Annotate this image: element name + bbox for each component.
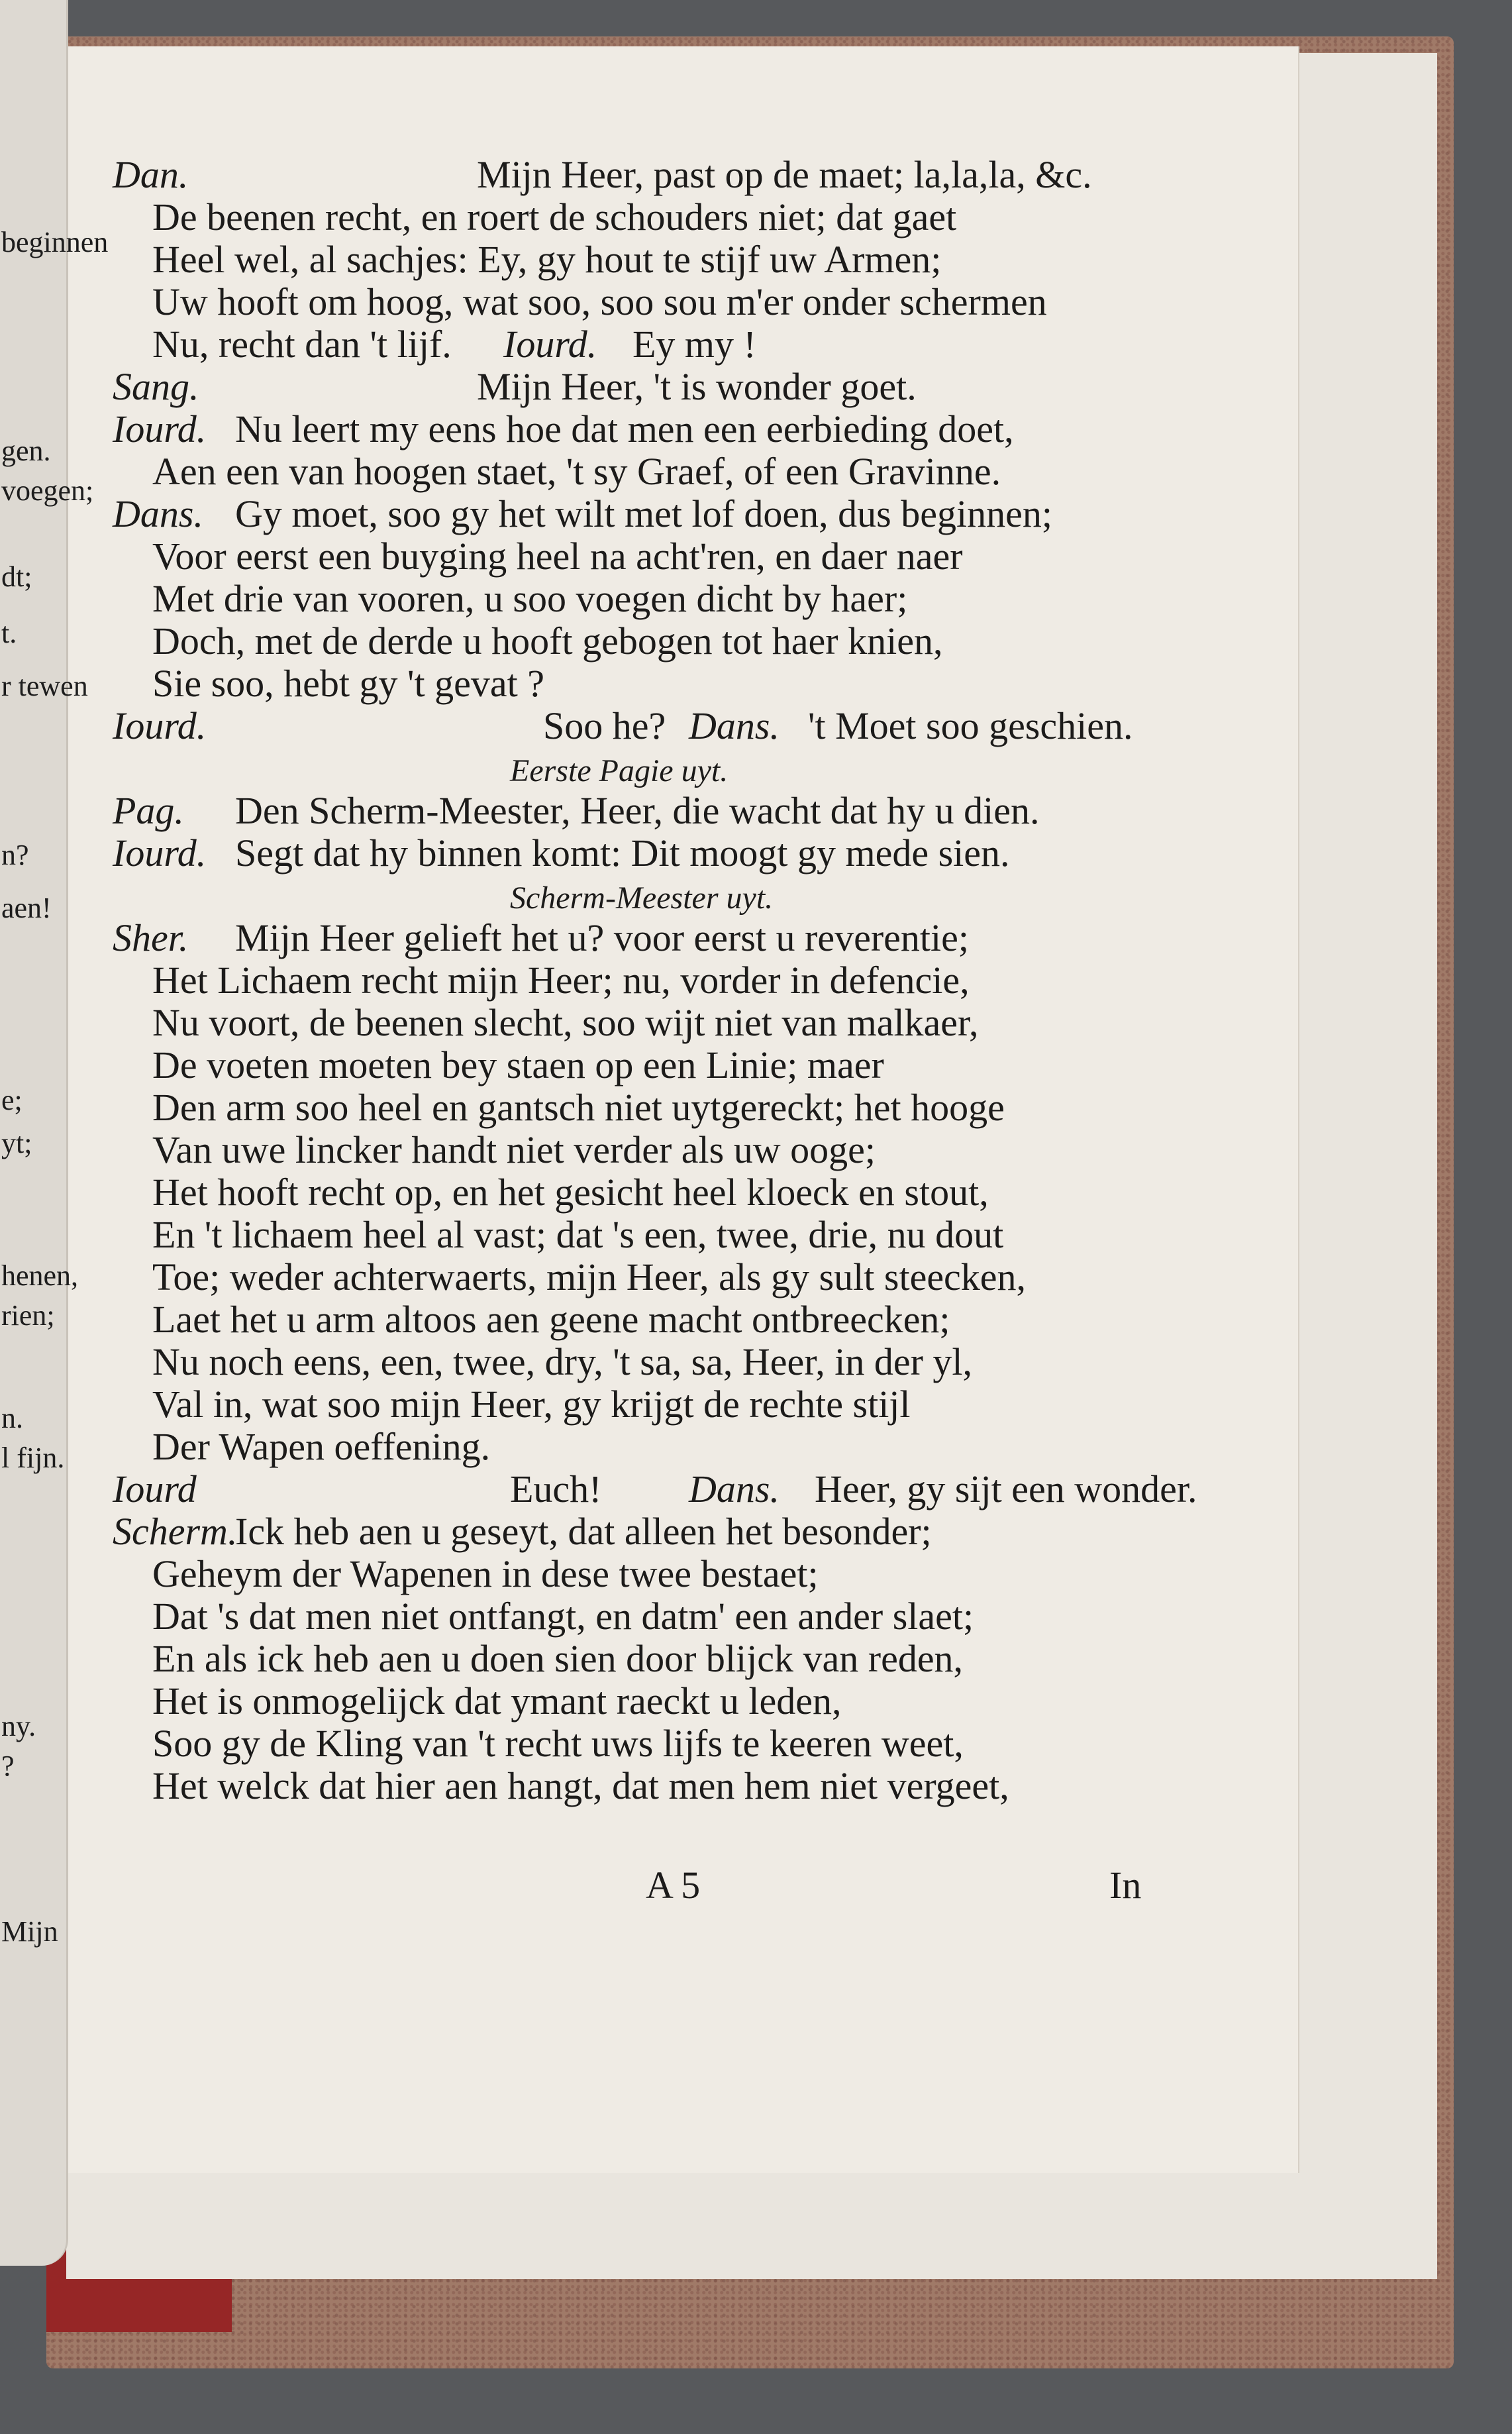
left-page-fragment: ?	[1, 1750, 15, 1782]
left-page-fragment: n?	[1, 839, 29, 871]
verse-text: Val in, wat soo mijn Heer, gy krijgt de rechte stijl	[152, 1383, 911, 1426]
speaker-label: Scherm.	[113, 1510, 238, 1553]
left-page-fragment: gen.	[1, 435, 51, 467]
verse-text: Dat 's dat men niet ontfangt, en datm' een ander slaet;	[152, 1595, 974, 1638]
left-page-fragment: dt;	[1, 560, 32, 593]
verse-text: Den Scherm-Meester, Heer, die wacht dat hy u dien.	[235, 789, 1040, 832]
verse-text: En als ick heb aen u doen sien door blijck van reden,	[152, 1637, 964, 1680]
verse-text: Mijn Heer gelieft het u? voor eerst u reverentie;	[235, 916, 969, 959]
left-page-fragment: henen,	[1, 1259, 79, 1292]
left-page-fragment: beginnen	[1, 226, 109, 258]
stage-direction-text: Eerste Pagie uyt.	[510, 753, 729, 788]
verse-text: Nu noch eens, een, twee, dry, 't sa, sa, Heer, in der yl,	[152, 1340, 973, 1383]
verse-text: Soo he?	[543, 704, 666, 747]
left-page-fragment: r tewen	[1, 670, 88, 702]
verse-text: Met drie van vooren, u soo voegen dicht by haer;	[152, 577, 908, 620]
verse-text: En 't lichaem heel al vast; dat 's een, twee, drie, nu dout	[152, 1213, 1004, 1256]
speaker-label: Pag.	[113, 789, 184, 832]
speaker-label: Iourd.	[503, 323, 597, 366]
verse-text: Van uwe lincker handt niet verder als uw ooge;	[152, 1128, 876, 1171]
catchword: In	[1109, 1864, 1142, 1907]
left-page-fragment: voegen;	[1, 474, 94, 507]
verse-text: Ey my !	[632, 323, 756, 366]
verse-text: Nu voort, de beenen slecht, soo wijt niet van malkaer,	[152, 1001, 979, 1044]
left-page-fragment: t.	[1, 617, 17, 649]
stage-direction-text: Scherm-Meester uyt.	[510, 880, 774, 916]
speaker-label: Dans.	[689, 1467, 780, 1510]
left-page	[0, 0, 109, 2266]
verse-text: Nu leert my eens hoe dat men een eerbieding doet,	[235, 407, 1014, 450]
verse-text: Het welck dat hier aen hangt, dat men hem niet vergeet,	[152, 1764, 1009, 1807]
left-page-fragment: Mijn	[1, 1915, 58, 1948]
speaker-label: Dans.	[689, 704, 780, 747]
verse-text: Het is onmogelijck dat ymant raeckt u leden,	[152, 1679, 842, 1722]
verse-text: Segt dat hy binnen komt: Dit moogt gy mede sien.	[235, 831, 1010, 874]
verse-text: Mijn Heer, 't is wonder goet.	[477, 365, 917, 408]
verse-text: Mijn Heer, past op de maet; la,la,la, &c.	[477, 153, 1092, 196]
signature-mark: A 5	[646, 1864, 701, 1907]
verse-text: Laet het u arm altoos aen geene macht ontbreecken;	[152, 1298, 950, 1341]
left-page-fragment: rien;	[1, 1299, 55, 1332]
stage-direction	[510, 873, 773, 918]
verse-text: Geheym der Wapenen in dese twee bestaet;	[152, 1552, 819, 1595]
verse-text: Der Wapen oeffening.	[152, 1425, 491, 1468]
verse-text: Heer, gy sijt een wonder.	[815, 1467, 1197, 1510]
verse-text: De voeten moeten bey staen op een Linie; maer	[152, 1043, 884, 1086]
verse-text: Gy moet, soo gy het wilt met lof doen, dus beginnen;	[235, 492, 1052, 535]
verse-text: Uw hooft om hoog, wat soo, soo sou m'er onder schermen	[152, 280, 1047, 323]
verse-text: De beenen recht, en roert de schouders niet; dat gaet	[152, 195, 957, 238]
left-page-fragment: ny.	[1, 1710, 36, 1742]
stage-direction	[510, 746, 728, 790]
verse-text: Euch!	[510, 1467, 602, 1510]
verse-text: Het Lichaem recht mijn Heer; nu, vorder in defencie,	[152, 959, 970, 1002]
speaker-label: Iourd.	[113, 831, 207, 874]
page-text	[113, 152, 1197, 1941]
verse-text: Heel wel, al sachjes: Ey, gy hout te stijf uw Armen;	[152, 238, 942, 281]
verse-text: Doch, met de derde u hooft gebogen tot haer knien,	[152, 619, 943, 662]
left-page-fragment: yt;	[1, 1127, 32, 1159]
left-page-fragment: aen!	[1, 892, 52, 924]
verse-text: Het hooft recht op, en het gesicht heel kloeck en stout,	[152, 1171, 989, 1214]
left-page-fragment: n.	[1, 1402, 23, 1434]
speaker-label: Dan.	[113, 153, 189, 196]
left-page-fragment: l fijn.	[1, 1442, 65, 1474]
speaker-label: Sher.	[113, 916, 189, 959]
speaker-label: Iourd	[113, 1467, 197, 1510]
speaker-label: Sang.	[113, 365, 199, 408]
speaker-label: Iourd.	[113, 407, 207, 450]
verse-text: Voor eerst een buyging heel na acht'ren, en daer naer	[152, 535, 963, 578]
verse-text: Aen een van hoogen staet, 't sy Graef, of een Gravinne.	[152, 450, 1001, 493]
speaker-label: Iourd.	[113, 704, 207, 747]
verse-text: Ick heb aen u geseyt, dat alleen het besonder;	[235, 1510, 932, 1553]
left-page-fragment: e;	[1, 1084, 23, 1116]
verse-text: Den arm soo heel en gantsch niet uytgereckt; het hooge	[152, 1086, 1005, 1129]
verse-text: 't Moet soo geschien.	[808, 704, 1133, 747]
verse-text: Soo gy de Kling van 't recht uws lijfs te keeren weet,	[152, 1722, 964, 1765]
verse-text: Sie soo, hebt gy 't gevat ?	[152, 662, 544, 705]
verse-text: Nu, recht dan 't lijf.	[152, 323, 452, 366]
speaker-label: Dans.	[113, 492, 203, 535]
verse-text: Toe; weder achterwaerts, mijn Heer, als gy sult steecken,	[152, 1255, 1027, 1298]
